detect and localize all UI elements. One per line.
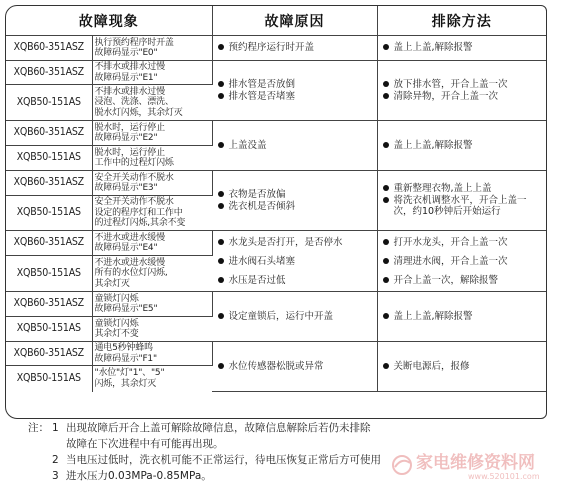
- remedy-item: [381, 183, 544, 195]
- remedy-item: [381, 195, 544, 218]
- note-item: [28, 420, 548, 436]
- cause-text: 水压是否过低: [228, 274, 286, 286]
- model-cell: XQB60-351ASZ: [6, 61, 92, 85]
- cause-item: [216, 201, 374, 213]
- remedy-cell: [377, 171, 546, 231]
- bullet-icon: [218, 258, 224, 264]
- phenomenon-cell: [92, 292, 212, 317]
- bullet-icon: [218, 44, 224, 50]
- cause-item: [216, 361, 374, 373]
- cause-item: [216, 79, 374, 91]
- remedy-text: 将洗衣机调整水平，开合上盖一次，约10秒钟后开始运行: [393, 194, 527, 218]
- bullet-icon: [383, 313, 389, 319]
- remedy-item: [381, 233, 544, 252]
- remedy-text: 开合上盖一次，解除报警: [393, 274, 499, 286]
- remedy-text: 清除异物，开合上盖一次: [393, 90, 499, 102]
- cause-text: 洗衣机是否倾斜: [228, 200, 296, 212]
- phenomenon-line: 工作中的过程灯闪烁: [94, 158, 174, 168]
- model-cell: XQB60-351ASZ: [6, 292, 92, 317]
- bullet-icon: [383, 363, 389, 369]
- phenomenon-line: 故障码显示"E1": [94, 72, 158, 83]
- phenomenon-cell: [92, 231, 212, 256]
- remedy-cell: [377, 121, 546, 171]
- phenomenon-cell: [92, 85, 212, 121]
- remedy-item: [381, 271, 544, 290]
- watermark-url: www.520101.com: [468, 472, 540, 481]
- phenomenon-line: 故障码显示"E2": [94, 133, 158, 143]
- fault-table: [6, 6, 546, 392]
- cause-item: [216, 42, 374, 54]
- cause-text: 排水管是否堵塞: [228, 90, 296, 102]
- cause-cell: [212, 292, 377, 342]
- phenomenon-line: 不进水或进水缓慢: [94, 232, 165, 243]
- note-text: 当电压过低时，洗衣机可能不正常运行，待电压恢复正常后方可使用: [66, 454, 381, 466]
- table-row: [6, 61, 546, 85]
- cause-text: 进水阀石头堵塞: [228, 255, 296, 267]
- cause-text: 排水管是否放倒: [228, 79, 296, 90]
- remedy-text: 盖上上盖,解除报警: [393, 310, 473, 322]
- cause-item: [216, 140, 374, 152]
- model-cell: XQB50-151AS: [6, 85, 92, 121]
- bullet-icon: [383, 258, 389, 264]
- note-text: 故障在下次进程中有可能再出现。: [66, 438, 224, 450]
- bullet-icon: [383, 239, 389, 245]
- note-number: 3: [52, 470, 59, 482]
- phenomenon-line: "水位"灯"1"、"5": [94, 368, 165, 379]
- phenomenon-line: 脱水灯闪烁，其余灯灭: [94, 107, 183, 118]
- bullet-icon: [383, 277, 389, 283]
- header-remedy: 排除方法: [377, 6, 546, 36]
- remedy-item: [381, 42, 544, 54]
- model-cell: XQB60-351ASZ: [6, 342, 92, 366]
- phenomenon-line: 故障码显示"E0": [94, 48, 158, 58]
- remedy-item: [381, 311, 544, 323]
- cause-text: 预约程序运行时开盖: [228, 42, 315, 54]
- phenomenon-line: 故障码显示"F1": [94, 353, 157, 364]
- bullet-icon: [218, 277, 224, 283]
- bullet-icon: [218, 203, 224, 209]
- cause-item: [216, 91, 374, 103]
- phenomenon-cell: [92, 171, 212, 196]
- note-number: 2: [52, 454, 59, 466]
- watermark-text: 家电维修资料网: [416, 453, 535, 473]
- phenomenon-line: 设定的程序灯和工作中: [94, 207, 183, 218]
- phenomenon-line: 浸泡、洗涤、漂洗、: [94, 97, 174, 108]
- phenomenon-cell: [92, 342, 212, 366]
- model-cell: XQB50-151AS: [6, 146, 92, 171]
- notes-label: 注：: [28, 422, 49, 434]
- phenomenon-line: 安全开关动作不脱水: [94, 197, 174, 208]
- table-row: [6, 36, 546, 61]
- remedy-item: [381, 140, 544, 152]
- bullet-icon: [218, 239, 224, 245]
- bullet-icon: [218, 142, 224, 148]
- cause-cell: [212, 61, 377, 121]
- cause-text: 水龙头是否打开，是否停水: [228, 236, 343, 248]
- phenomenon-line: 不排水或排水过慢: [94, 86, 165, 97]
- phenomenon-cell: [92, 366, 212, 392]
- cause-item: [216, 252, 374, 271]
- note-number: 1: [52, 422, 59, 434]
- table-row: [6, 292, 546, 317]
- watermark-logo: [390, 452, 560, 482]
- phenomenon-line: 通电5秒钟蜂鸣: [94, 343, 153, 353]
- phenomenon-line: 故障码显示"E5": [94, 304, 158, 314]
- phenomenon-cell: [92, 317, 212, 342]
- remedy-text: 放下排水管，开合上盖一次: [393, 79, 508, 90]
- remedy-cell: [377, 231, 546, 292]
- bullet-icon: [383, 185, 389, 191]
- cause-cell: [212, 231, 377, 292]
- fault-table-frame: [5, 5, 547, 419]
- remedy-text: 打开水龙头，开合上盖一次: [393, 236, 508, 248]
- phenomenon-cell: [92, 121, 212, 146]
- remedy-cell: [377, 61, 546, 121]
- model-cell: XQB60-351ASZ: [6, 231, 92, 256]
- bullet-icon: [383, 142, 389, 148]
- remedy-item: [381, 252, 544, 271]
- remedy-text: 重新整理衣物,盖上上盖: [393, 183, 492, 195]
- bullet-icon: [383, 93, 389, 99]
- header-phenomenon: 故障现象: [6, 6, 212, 36]
- fault-table-body: [6, 36, 546, 392]
- phenomenon-line: 童锁灯闪烁: [94, 318, 139, 329]
- phenomenon-line: 所有的水位灯闪烁,: [94, 268, 168, 279]
- model-cell: XQB50-151AS: [6, 196, 92, 231]
- model-cell: XQB50-151AS: [6, 366, 92, 392]
- cause-item: [216, 271, 374, 290]
- bullet-icon: [218, 191, 224, 197]
- table-row: [6, 342, 546, 366]
- header-cause: 故障原因: [212, 6, 377, 36]
- table-row: [6, 171, 546, 196]
- phenomenon-line: 不排水或排水过慢: [94, 62, 165, 72]
- header-row: [6, 6, 546, 36]
- remedy-item: [381, 91, 544, 103]
- cause-item: [216, 311, 374, 323]
- remedy-text: 关断电源后，报修: [393, 360, 470, 372]
- model-cell: XQB50-151AS: [6, 256, 92, 292]
- phenomenon-line: 脱水时，运行停止: [94, 122, 165, 133]
- note-text: 进水压力0.03MPa-0.85MPa。: [66, 470, 212, 482]
- phenomenon-line: 不进水或进水缓慢: [94, 257, 165, 268]
- remedy-item: [381, 361, 544, 373]
- remedy-cell: [377, 292, 546, 342]
- remedy-text: 盖上上盖,解除报警: [393, 42, 473, 54]
- remedy-item: [381, 79, 544, 91]
- cause-text: 设定童锁后，运行中开盖: [228, 310, 334, 322]
- phenomenon-line: 执行预约程序时开盖: [94, 37, 174, 48]
- phenomenon-line: 的过程灯闪烁,其余不变: [94, 218, 186, 229]
- remedy-cell: [377, 342, 546, 392]
- phenomenon-line: 故障码显示"E4": [94, 243, 158, 253]
- remedy-text: 盖上上盖,解除报警: [393, 139, 473, 151]
- cause-text: 水位传感器松脱或异常: [228, 360, 324, 372]
- phenomenon-line: 童锁灯闪烁: [94, 293, 139, 304]
- model-cell: XQB60-351ASZ: [6, 36, 92, 61]
- cause-item: [216, 189, 374, 201]
- phenomenon-cell: [92, 196, 212, 231]
- bullet-icon: [218, 363, 224, 369]
- phenomenon-line: 其余灯不变: [94, 329, 139, 339]
- cause-cell: [212, 121, 377, 171]
- cause-text: 衣物是否放偏: [228, 189, 286, 200]
- phenomenon-line: 安全开关动作不脱水: [94, 172, 174, 183]
- bullet-icon: [218, 81, 224, 87]
- note-text: 出现故障后开合上盖可解除故障信息，故障信息解除后若仍未排除: [66, 422, 371, 434]
- cause-cell: [212, 342, 377, 392]
- model-cell: XQB60-351ASZ: [6, 171, 92, 196]
- remedy-text: 清理进水阀，开合上盖一次: [393, 255, 508, 267]
- cause-cell: [212, 36, 377, 61]
- note-continuation: [28, 436, 548, 452]
- bullet-icon: [218, 93, 224, 99]
- table-row: [6, 121, 546, 146]
- model-cell: XQB60-351ASZ: [6, 121, 92, 146]
- watermark-swoosh-icon: [395, 461, 410, 467]
- remedy-cell: [377, 36, 546, 61]
- model-cell: XQB50-151AS: [6, 317, 92, 342]
- phenomenon-cell: [92, 61, 212, 85]
- phenomenon-line: 其余灯灭: [94, 278, 130, 289]
- table-row: [6, 231, 546, 256]
- cause-text: 上盖没盖: [228, 139, 267, 151]
- bullet-icon: [218, 313, 224, 319]
- phenomenon-cell: [92, 146, 212, 171]
- phenomenon-cell: [92, 256, 212, 292]
- phenomenon-line: 闪烁，其余灯灭: [94, 378, 157, 389]
- bullet-icon: [383, 44, 389, 50]
- phenomenon-line: 故障码显示"E3": [94, 183, 158, 193]
- cause-cell: [212, 171, 377, 231]
- bullet-icon: [383, 197, 389, 203]
- phenomenon-line: 脱水时，运行停止: [94, 147, 165, 158]
- phenomenon-cell: [92, 36, 212, 61]
- cause-item: [216, 233, 374, 252]
- bullet-icon: [383, 81, 389, 87]
